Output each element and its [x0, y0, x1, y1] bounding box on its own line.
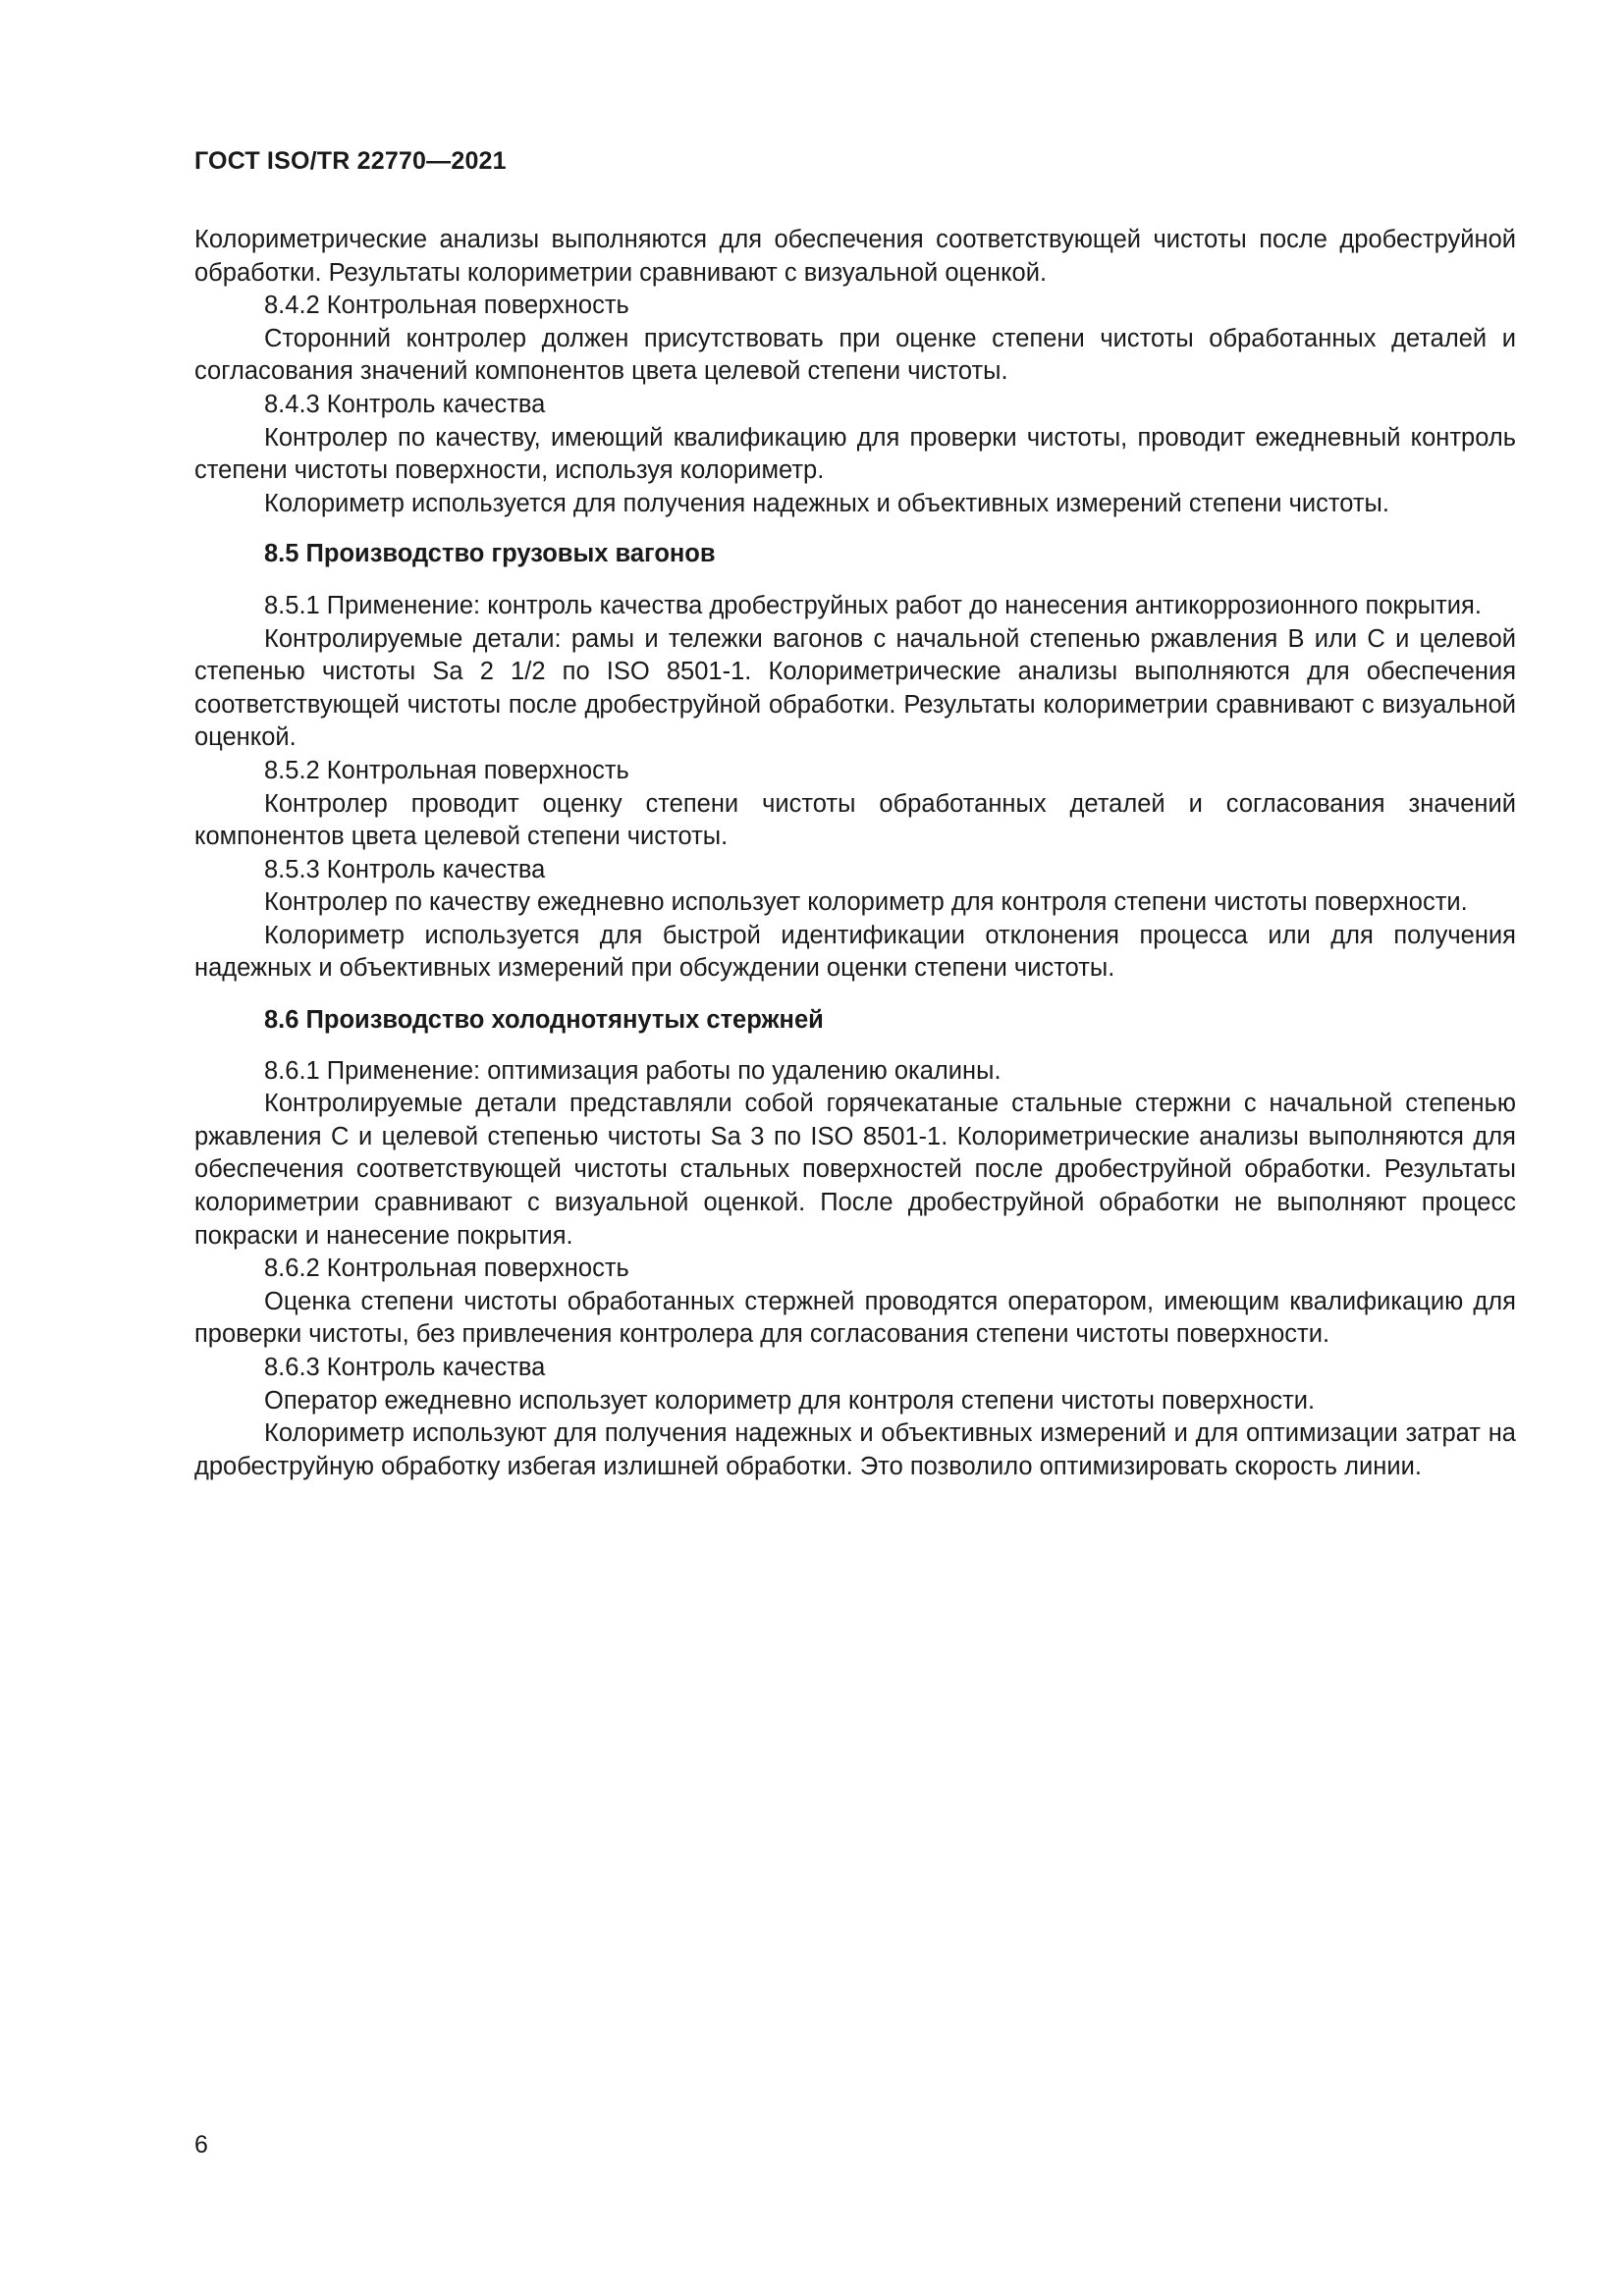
paragraph: Контролируемые детали: рамы и тележки вагонов с начальной степенью ржавления В или С и целевой степенью чистоты Sa 2 1/2 по ISO 8501-1. Колориметрические анализы выполняются для обеспечения соответствующей чистоты после дробеструйной обработки. Результаты колориметрии сравнивают с визуальной оценкой.: [194, 624, 1516, 752]
subsection-heading-8-6-2: 8.6.2 Контрольная поверхность: [264, 1255, 629, 1283]
document-header: ГОСТ ISO/TR 22770—2021: [194, 147, 507, 175]
paragraph: Контролер по качеству, имеющий квалификацию для проверки чистоты, проводит ежедневный контроль степени чистоты поверхности, используя колориметр.: [194, 423, 1516, 485]
section-heading-8-6: 8.6 Производство холоднотянутых стержней: [264, 1006, 824, 1035]
subsection-heading-8-5-2: 8.5.2 Контрольная поверхность: [264, 756, 629, 784]
paragraph: Колориметр используется для получения надежных и объективных измерений степени чистоты.: [264, 489, 1389, 517]
document-body: [194, 224, 1516, 1483]
paragraph: Сторонний контролер должен присутствовать при оценке степени чистоты обработанных деталей и согласования значений компонентов цвета целевой степени чистоты.: [194, 324, 1516, 386]
subsection-heading-8-6-1: 8.6.1 Применение: оптимизация работы по удалению окалины.: [264, 1056, 1001, 1085]
subsection-heading-8-4-3: 8.4.3 Контроль качества: [264, 390, 546, 418]
subsection-heading-8-5-1: 8.5.1 Применение: контроль качества дробеструйных работ до нанесения антикоррозионного покрытия.: [264, 591, 1482, 619]
paragraph: Колориметрические анализы выполняются для обеспечения соответствующей чистоты после дробеструйной обработки. Результаты колориметрии сравнивают с визуальной оценкой.: [194, 226, 1516, 287]
paragraph: Колориметр используется для быстрой идентификации отклонения процесса или для получения надежных и объективных измерений при обсуждении оценки степени чистоты.: [194, 921, 1516, 983]
page-number: 6: [194, 2131, 208, 2159]
paragraph: Колориметр используют для получения надежных и объективных измерений и для оптимизации затрат на дробеструйную обработку избегая излишней обработки. Это позволило оптимизировать скорость линии.: [194, 1419, 1516, 1480]
paragraph: Контролируемые детали представляли собой горячекатаные стальные стержни с начальной степенью ржавления С и целевой степенью чистоты Sa 3 по ISO 8501-1. Колориметрические анализы выполняются для обеспечения соответствующей чистоты стальных поверхностей после дробеструйной обработки. Результаты колориметрии сравнивают с визуальной оценкой. После дробеструйной обработки не выполняют процесс покраски и нанесение покрытия.: [194, 1090, 1516, 1250]
subsection-heading-8-4-2: 8.4.2 Контрольная поверхность: [264, 292, 629, 320]
paragraph: Контролер по качеству ежедневно использует колориметр для контроля степени чистоты поверхности.: [264, 888, 1468, 917]
paragraph: Оператор ежедневно использует колориметр для контроля степени чистоты поверхности.: [264, 1386, 1316, 1415]
paragraph: Контролер проводит оценку степени чистоты обработанных деталей и согласования значений компонентов цвета целевой степени чистоты.: [194, 789, 1516, 851]
subsection-heading-8-5-3: 8.5.3 Контроль качества: [264, 855, 546, 883]
subsection-heading-8-6-3: 8.6.3 Контроль качества: [264, 1354, 546, 1381]
paragraph: Оценка степени чистоты обработанных стержней проводятся оператором, имеющим квалификацию для проверки чистоты, без привлечения контролера для согласования степени чистоты поверхности.: [194, 1287, 1516, 1349]
section-heading-8-5: 8.5 Производство грузовых вагонов: [264, 540, 716, 568]
